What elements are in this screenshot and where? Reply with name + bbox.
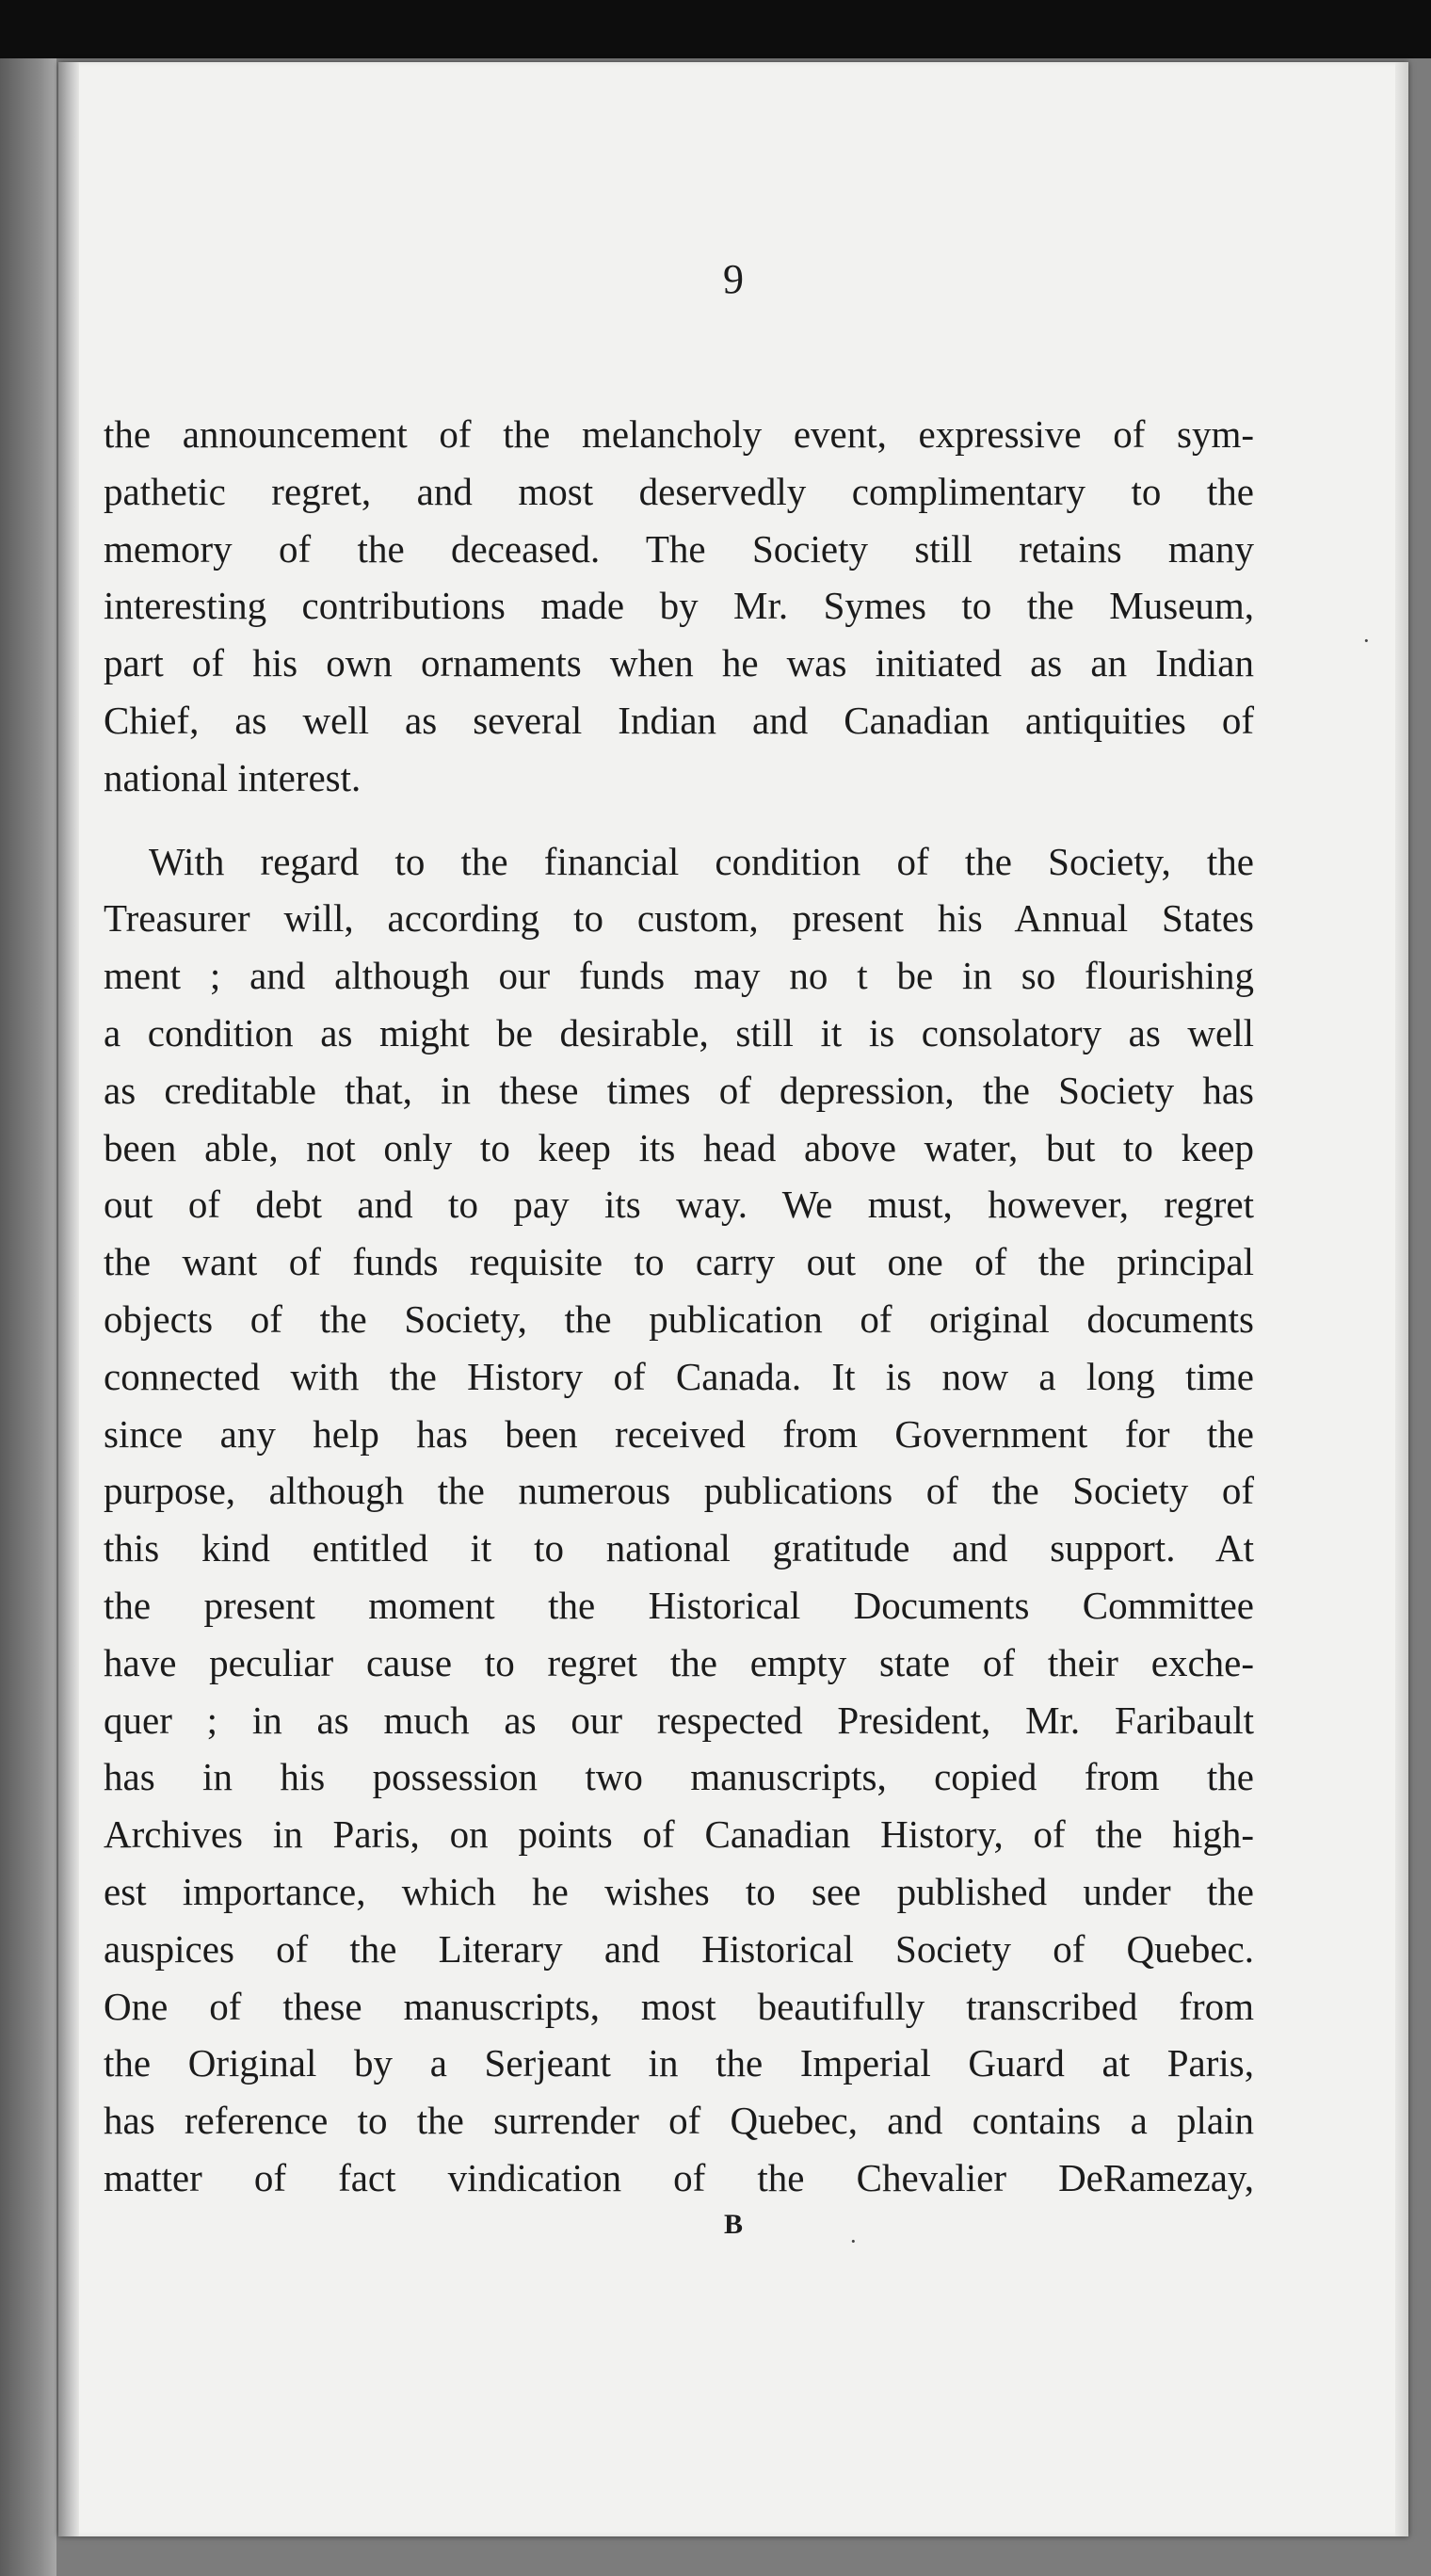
text-line: quer ; in as much as our respected President, Mr. Faribault: [104, 1698, 1254, 1742]
page-body: [104, 406, 1254, 2207]
text-line: Archives in Paris, on points of Canadian History, of the high-: [104, 1812, 1254, 1857]
paragraph: [104, 406, 1254, 807]
text-line: auspices of the Literary and Historical Society of Quebec.: [104, 1926, 1254, 1971]
text-line: the want of funds requisite to carry out one of the principal: [104, 1240, 1254, 1284]
text-line: since any help has been received from Government for the: [104, 1411, 1254, 1456]
text-line: a condition as might be desirable, still it is consolatory as well: [104, 1010, 1254, 1055]
page-right-edge: [1395, 62, 1408, 2536]
signature-mark: B: [723, 2209, 743, 2240]
text-line: has reference to the surrender of Quebec, and contains a plain: [104, 2099, 1254, 2143]
paper-speck: ·: [849, 2228, 858, 2255]
text-line: One of these manuscripts, most beautifully transcribed from: [104, 1984, 1254, 2028]
text-line: ment ; and although our funds may no t be in so flourishing: [104, 954, 1254, 998]
text-line: national interest.: [104, 755, 362, 799]
page-number: 9: [723, 256, 744, 302]
paragraph: [104, 833, 1254, 2207]
text-line: the announcement of the melancholy event, expressive of sym-: [104, 412, 1254, 456]
text-line: interesting contributions made by Mr. Symes to the Museum,: [104, 584, 1254, 628]
text-line: pathetic regret, and most deservedly complimentary to the: [104, 469, 1254, 513]
page-spine-shadow: [58, 62, 79, 2536]
text-line: the Original by a Serjeant in the Imperial Guard at Paris,: [104, 2041, 1254, 2085]
text-line: memory of the deceased. The Society still retains many: [104, 526, 1254, 571]
text-line: have peculiar cause to regret the empty state of their exche-: [104, 1640, 1254, 1684]
text-line: With regard to the financial condition of the Society, the: [149, 839, 1254, 883]
text-line: out of debt and to pay its way. We must, however, regret: [104, 1183, 1254, 1227]
book-page: [58, 62, 1408, 2536]
text-line: matter of fact vindication of the Chevalier DeRamezay,: [104, 2155, 1254, 2199]
text-line: Chief, as well as several Indian and Canadian antiquities of: [104, 698, 1254, 742]
scan-left-border: [0, 58, 56, 2576]
text-line: as creditable that, in these times of depression, the Society has: [104, 1068, 1254, 1112]
text-line: est importance, which he wishes to see published under the: [104, 1869, 1254, 1913]
paper-speck: ·: [1362, 627, 1371, 654]
text-line: part of his own ornaments when he was initiated as an Indian: [104, 641, 1254, 685]
text-line: the present moment the Historical Documents Committee: [104, 1583, 1254, 1627]
text-line: been able, not only to keep its head above water, but to keep: [104, 1125, 1254, 1169]
text-line: connected with the History of Canada. It is now a long time: [104, 1354, 1254, 1398]
text-line: Treasurer will, according to custom, present his Annual States: [104, 896, 1254, 941]
text-line: objects of the Society, the publication of original documents: [104, 1296, 1254, 1341]
text-line: has in his possession two manuscripts, copied from the: [104, 1755, 1254, 1799]
scan-top-border: [0, 0, 1431, 58]
text-line: this kind entitled it to national gratitude and support. At: [104, 1526, 1254, 1570]
text-line: purpose, although the numerous publications of the Society of: [104, 1469, 1254, 1513]
